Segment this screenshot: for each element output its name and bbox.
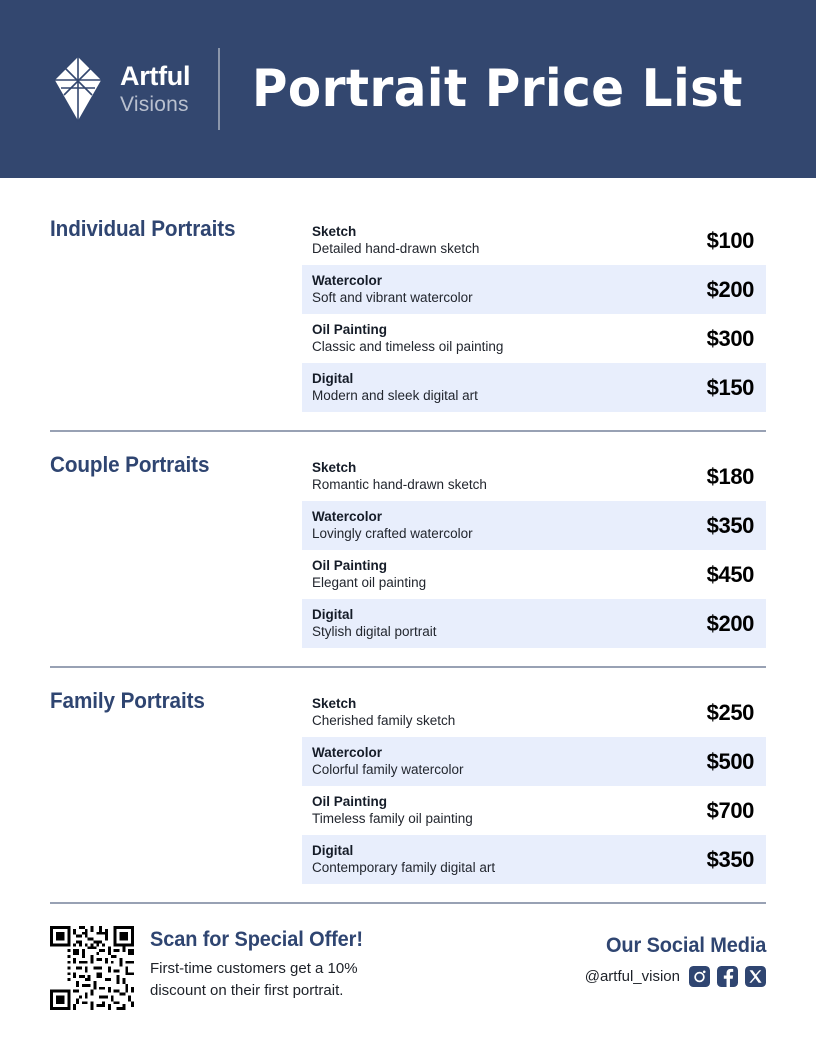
row-text bbox=[312, 746, 668, 777]
brand-wordmark bbox=[120, 63, 190, 115]
spacer bbox=[50, 648, 766, 666]
section-rows bbox=[302, 216, 766, 412]
price-list-body bbox=[0, 178, 816, 430]
row-name: Watercolor bbox=[312, 272, 383, 288]
table-row[interactable] bbox=[302, 786, 766, 835]
row-name: Oil Painting bbox=[312, 557, 388, 573]
row-description: Cherished family sketch bbox=[312, 712, 456, 728]
diamond-gem-icon bbox=[50, 54, 106, 124]
table-row[interactable] bbox=[302, 599, 766, 648]
row-name: Digital bbox=[312, 606, 354, 622]
spacer bbox=[50, 412, 766, 430]
table-row[interactable] bbox=[302, 550, 766, 599]
social-title: Our Social Media bbox=[605, 934, 766, 957]
row-text bbox=[312, 323, 668, 354]
row-name: Watercolor bbox=[312, 508, 383, 524]
row-description: Romantic hand-drawn sketch bbox=[312, 476, 487, 492]
section-title: Couple Portraits bbox=[50, 452, 210, 477]
row-text bbox=[312, 510, 668, 541]
row-price: $450 bbox=[706, 561, 754, 587]
table-row[interactable] bbox=[302, 216, 766, 265]
row-price: $250 bbox=[706, 699, 754, 725]
row-description: Timeless family oil painting bbox=[312, 810, 473, 826]
row-description: Contemporary family digital art bbox=[312, 859, 496, 875]
table-row[interactable] bbox=[302, 265, 766, 314]
instagram-icon[interactable] bbox=[689, 966, 710, 987]
page-header bbox=[0, 0, 816, 178]
section-rows bbox=[302, 688, 766, 884]
section-title: Individual Portraits bbox=[50, 216, 236, 241]
page-title: Portrait Price List bbox=[252, 59, 744, 119]
row-name: Oil Painting bbox=[312, 321, 388, 337]
row-text bbox=[312, 372, 668, 403]
section-title: Family Portraits bbox=[50, 688, 205, 713]
row-price: $200 bbox=[706, 276, 754, 302]
row-price: $350 bbox=[706, 512, 754, 538]
row-name: Sketch bbox=[312, 459, 357, 475]
row-description: Lovingly crafted watercolor bbox=[312, 525, 473, 541]
table-row[interactable] bbox=[302, 835, 766, 884]
table-row[interactable] bbox=[302, 501, 766, 550]
row-text bbox=[312, 559, 668, 590]
row-text bbox=[312, 608, 668, 639]
table-row[interactable] bbox=[302, 452, 766, 501]
row-price: $700 bbox=[706, 797, 754, 823]
brand-name: Artful bbox=[120, 61, 191, 91]
x-twitter-icon[interactable] bbox=[745, 966, 766, 987]
social-handle: @artful_vision bbox=[584, 968, 680, 985]
social-links bbox=[585, 966, 766, 987]
row-name: Sketch bbox=[312, 223, 357, 239]
row-description: Detailed hand-drawn sketch bbox=[312, 240, 480, 256]
row-description: Colorful family watercolor bbox=[312, 761, 464, 777]
row-description: Classic and timeless oil painting bbox=[312, 338, 504, 354]
row-text bbox=[312, 795, 668, 826]
table-row[interactable] bbox=[302, 314, 766, 363]
row-name: Digital bbox=[312, 842, 354, 858]
row-price: $100 bbox=[706, 227, 754, 253]
offer-text: First-time customers get a 10% discount on their first portrait. bbox=[150, 960, 358, 999]
section-couple-portraits bbox=[50, 432, 766, 648]
row-price: $500 bbox=[706, 748, 754, 774]
social-media-block bbox=[585, 926, 766, 987]
section-individual-portraits bbox=[50, 178, 766, 412]
row-name: Digital bbox=[312, 370, 354, 386]
row-price: $350 bbox=[706, 846, 754, 872]
row-text bbox=[312, 697, 668, 728]
row-description: Stylish digital portrait bbox=[312, 623, 437, 639]
table-row[interactable] bbox=[302, 737, 766, 786]
price-list-body-2 bbox=[0, 432, 816, 666]
qr-code-icon[interactable] bbox=[50, 926, 134, 1010]
spacer bbox=[50, 884, 766, 902]
header-vertical-divider bbox=[218, 48, 220, 130]
row-price: $300 bbox=[706, 325, 754, 351]
row-text bbox=[312, 225, 668, 256]
section-family-portraits bbox=[50, 668, 766, 884]
brand-subname: Visions bbox=[120, 93, 189, 116]
row-text bbox=[312, 461, 668, 492]
row-name: Oil Painting bbox=[312, 793, 388, 809]
row-description: Elegant oil painting bbox=[312, 574, 427, 590]
row-description: Modern and sleek digital art bbox=[312, 387, 478, 403]
section-rows bbox=[302, 452, 766, 648]
row-description: Soft and vibrant watercolor bbox=[312, 289, 473, 305]
offer-title: Scan for Special Offer! bbox=[150, 928, 363, 951]
table-row[interactable] bbox=[302, 363, 766, 412]
row-price: $200 bbox=[706, 610, 754, 636]
special-offer-block bbox=[150, 926, 585, 1002]
row-price: $180 bbox=[706, 463, 754, 489]
row-name: Watercolor bbox=[312, 744, 383, 760]
facebook-icon[interactable] bbox=[717, 966, 738, 987]
table-row[interactable] bbox=[302, 688, 766, 737]
row-name: Sketch bbox=[312, 695, 357, 711]
page-footer bbox=[0, 904, 816, 1010]
price-list-body-3 bbox=[0, 668, 816, 902]
row-text bbox=[312, 844, 668, 875]
row-text bbox=[312, 274, 668, 305]
brand-logo bbox=[50, 54, 190, 124]
row-price: $150 bbox=[706, 374, 754, 400]
